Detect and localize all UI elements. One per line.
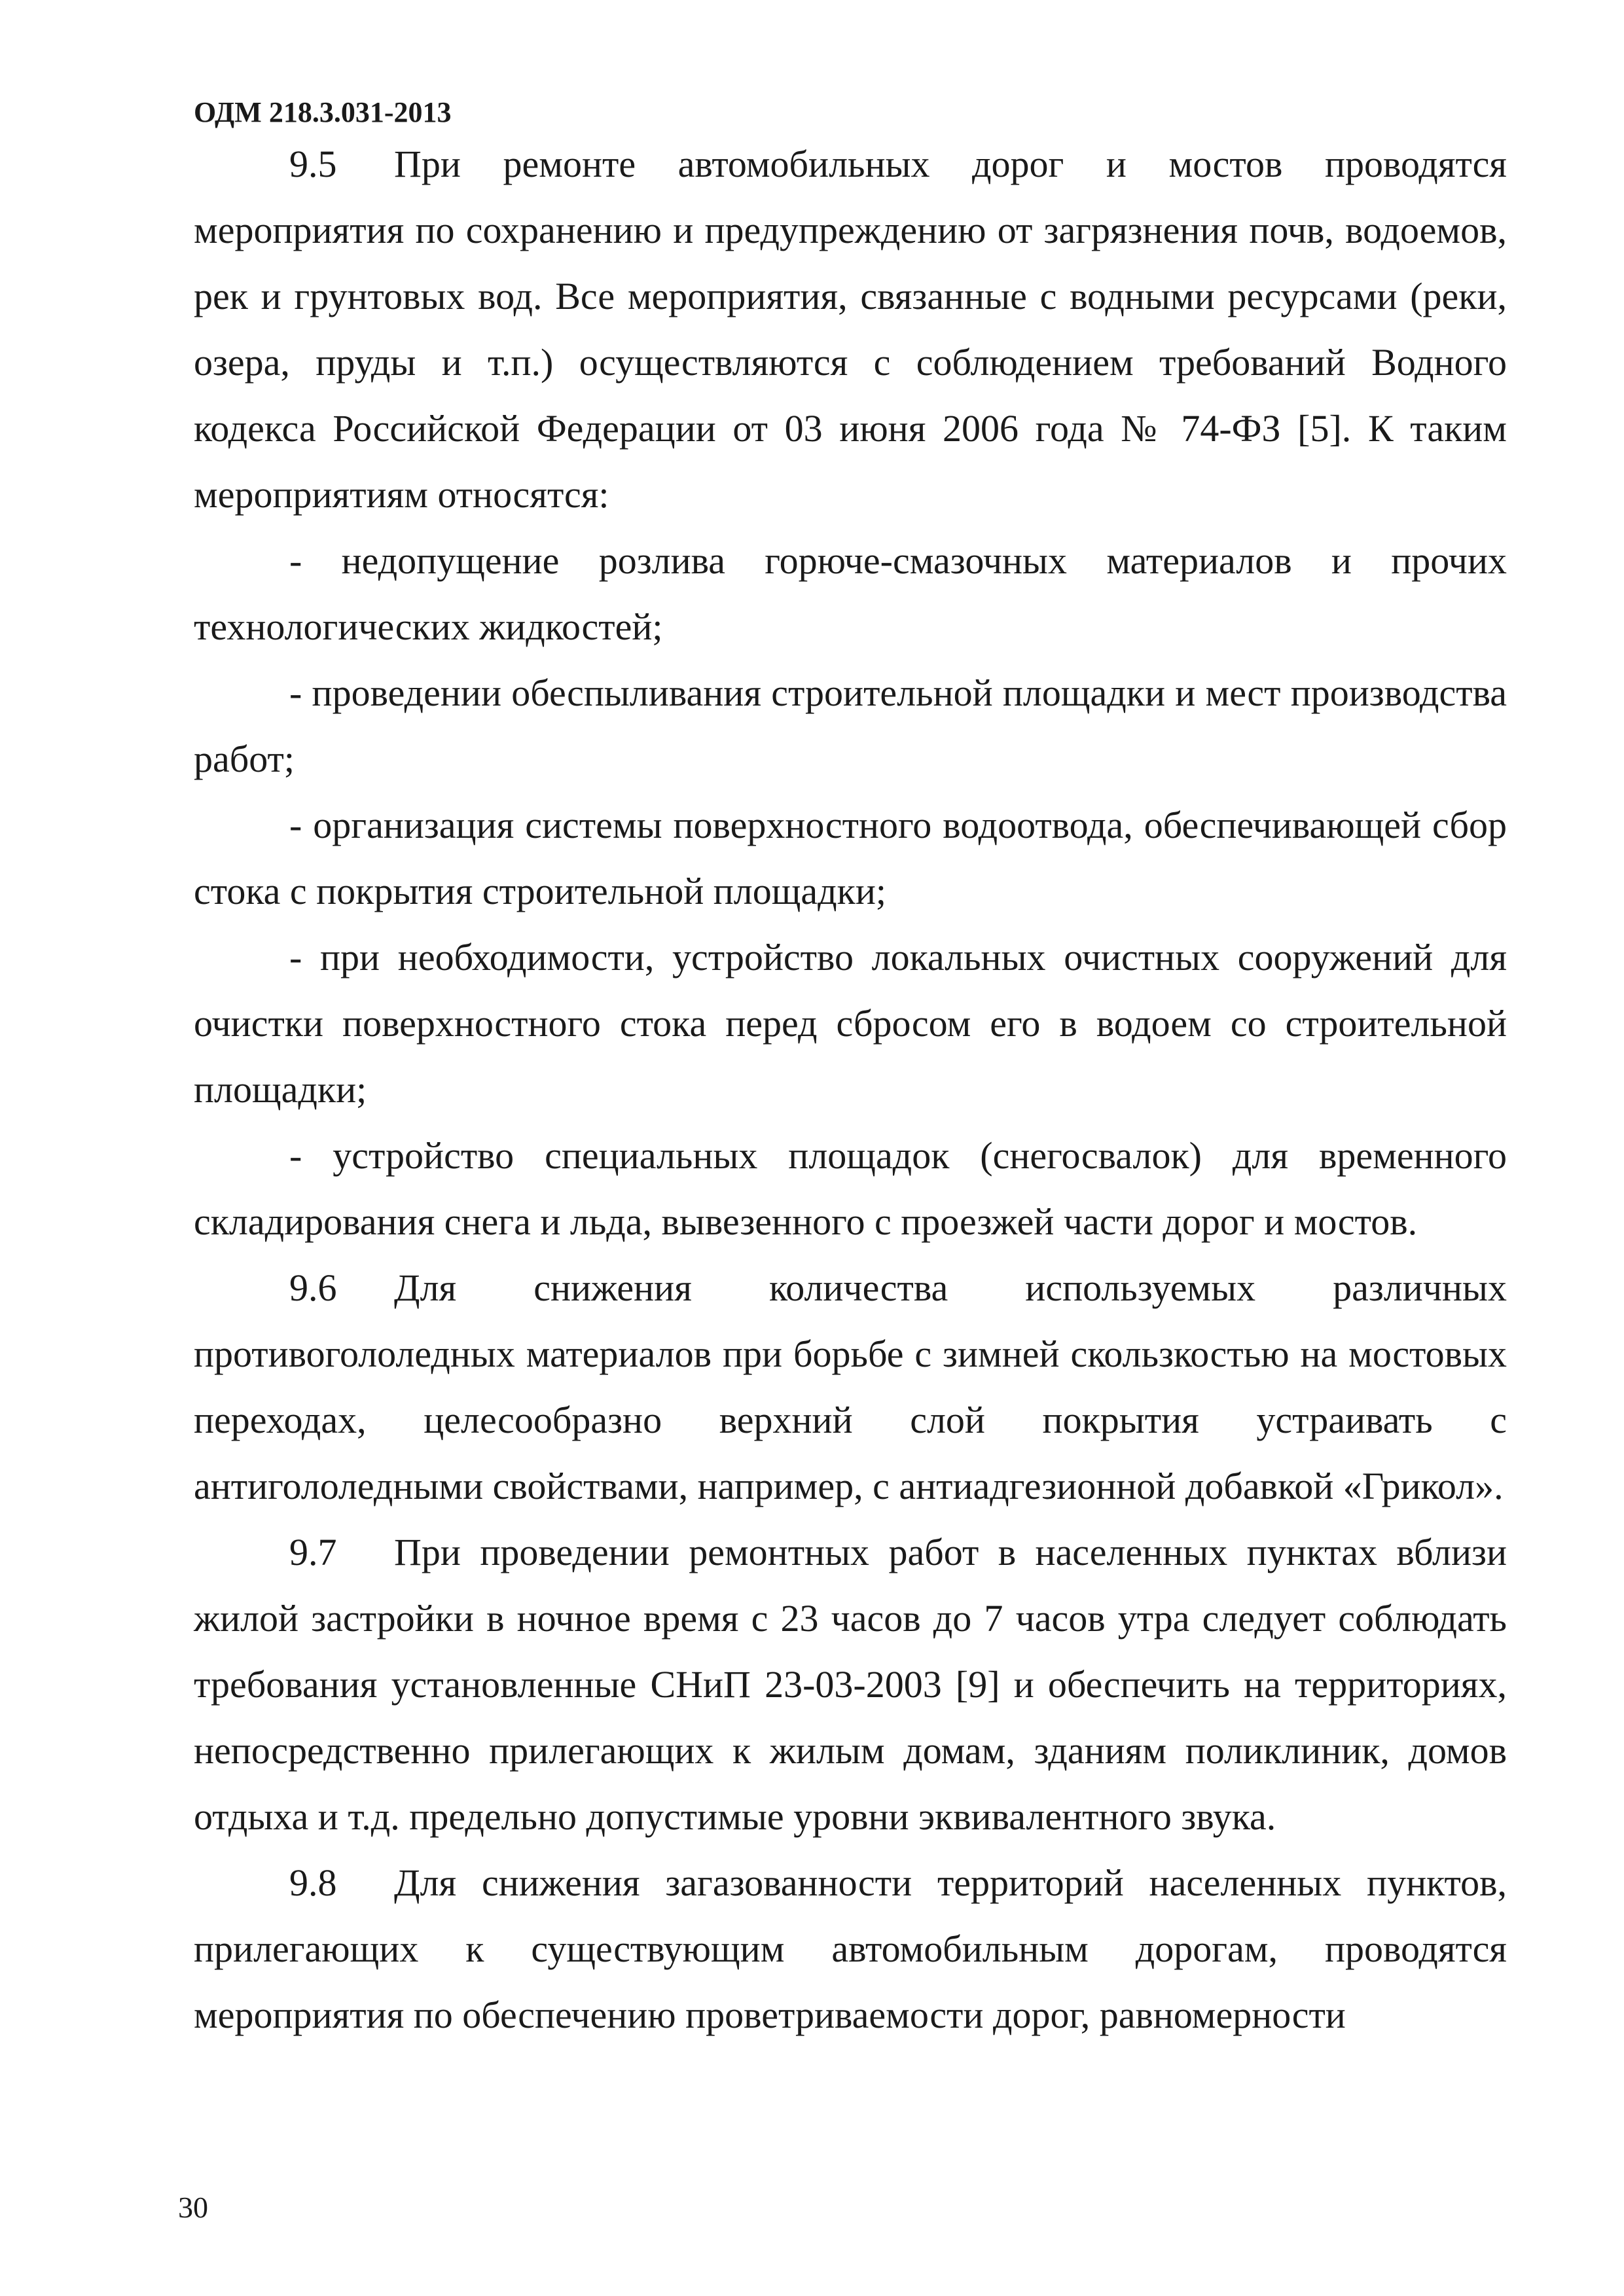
document-body	[194, 131, 1507, 2048]
document-code-header: ОДМ 218.3.031-2013	[194, 96, 452, 128]
paragraph-9-7	[194, 1519, 1507, 1850]
list-item: - при необходимости, устройство локальных очистных сооружений для очистки поверхностного стока перед сбросом его в водоем со строительной площадки;	[194, 936, 1507, 1111]
paragraph-number: 9.8	[289, 1861, 337, 1904]
list-item: - недопущение розлива горюче-смазочных материалов и прочих технологических жидкостей;	[194, 539, 1507, 648]
paragraph-number: 9.7	[289, 1531, 337, 1573]
paragraph-text: При проведении ремонтных работ в населенных пунктах вблизи жилой застройки в ночное время с 23 часов до 7 часов утра следует соблюдать требования установленные СНиП 23-03-2003 [9] и обеспечить на территориях, непосредственно прилегающих к жилым домам, зданиям поликлиник, домов отдыха и т.д. предельно допустимые уровни эквивалентного звука.	[194, 1531, 1507, 1838]
paragraph-number: 9.5	[289, 143, 337, 185]
page-number: 30	[178, 2191, 208, 2224]
paragraph-text: Для снижения загазованности территорий населенных пунктов, прилегающих к существующим автомобильным дорогам, проводятся мероприятия по обеспечению проветриваемости дорог, равномерности	[194, 1861, 1507, 2036]
list-item: - проведении обеспыливания строительной площадки и мест производства работ;	[194, 672, 1507, 780]
list-item: - устройство специальных площадок (снегосвалок) для временного складирования снега и льда, вывезенного с проезжей части дорог и мостов.	[194, 1134, 1507, 1243]
paragraph-text: Для снижения количества используемых различных противогололедных материалов при борьбе с зимней скользкостью на мостовых переходах, целесообразно верхний слой покрытия устраивать с антигололедными свойствами, например, с антиадгезионной добавкой «Грикол».	[194, 1266, 1507, 1507]
paragraph-9-5	[194, 131, 1507, 528]
list-item: - организация системы поверхностного водоотвода, обеспечивающей сбор стока с покрытия строительной площадки;	[194, 804, 1507, 912]
paragraph-9-8	[194, 1850, 1507, 2048]
paragraph-number: 9.6	[289, 1266, 337, 1309]
paragraph-text: При ремонте автомобильных дорог и мостов проводятся мероприятия по сохранению и предупреждению от загрязнения почв, водоемов, рек и грунтовых вод. Все мероприятия, связанные с водными ресурсами (реки, озера, пруды и т.п.) осуществляются с соблюдением требований Водного кодекса Российской Федерации от 03 июня 2006 года № 74-ФЗ [5]. К таким мероприятиям относятся:	[194, 143, 1507, 516]
paragraph-9-6	[194, 1255, 1507, 1519]
